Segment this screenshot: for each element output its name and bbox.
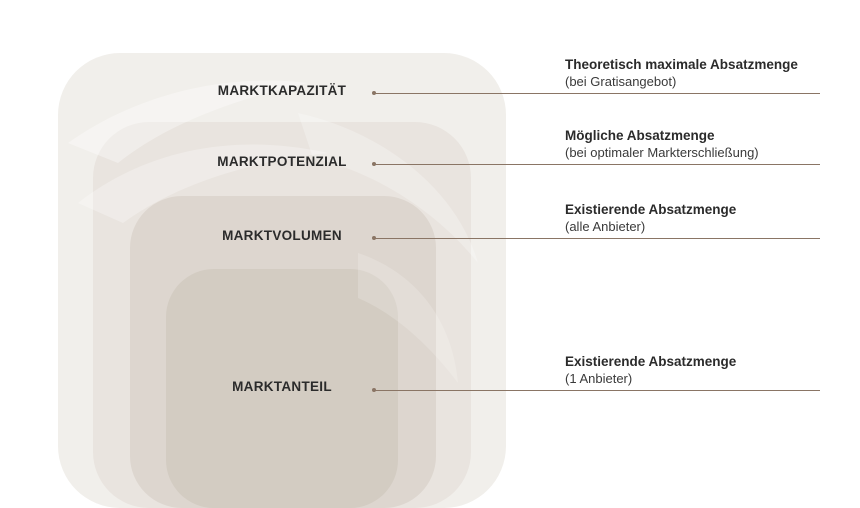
description-marktvolumen	[565, 201, 736, 235]
leader-line-marktpotenzial	[374, 164, 820, 165]
level-label-marktpotenzial: MARKTPOTENZIAL	[217, 154, 347, 169]
description-marktanteil	[565, 353, 736, 387]
description-subtitle: (bei optimaler Markterschließung)	[565, 145, 759, 160]
leader-line-marktanteil	[374, 390, 820, 391]
level-label-marktanteil: MARKTANTEIL	[232, 379, 332, 394]
leader-line-marktvolumen	[374, 238, 820, 239]
leader-line-marktkapazitaet	[374, 93, 820, 94]
description-marktpotenzial	[565, 127, 759, 161]
level-label-marktvolumen: MARKTVOLUMEN	[222, 228, 342, 243]
level-label-marktkapazitaet: MARKTKAPAZITÄT	[217, 83, 347, 98]
description-subtitle: (1 Anbieter)	[565, 371, 633, 386]
description-title: Existierende Absatzmenge	[565, 354, 737, 369]
description-marktkapazitaet	[565, 56, 798, 90]
description-title: Theoretisch maximale Absatzmenge	[565, 57, 798, 72]
description-title: Mögliche Absatzmenge	[565, 128, 715, 143]
description-subtitle: (bei Gratisangebot)	[565, 74, 677, 89]
description-title: Existierende Absatzmenge	[565, 202, 737, 217]
description-subtitle: (alle Anbieter)	[565, 219, 646, 234]
